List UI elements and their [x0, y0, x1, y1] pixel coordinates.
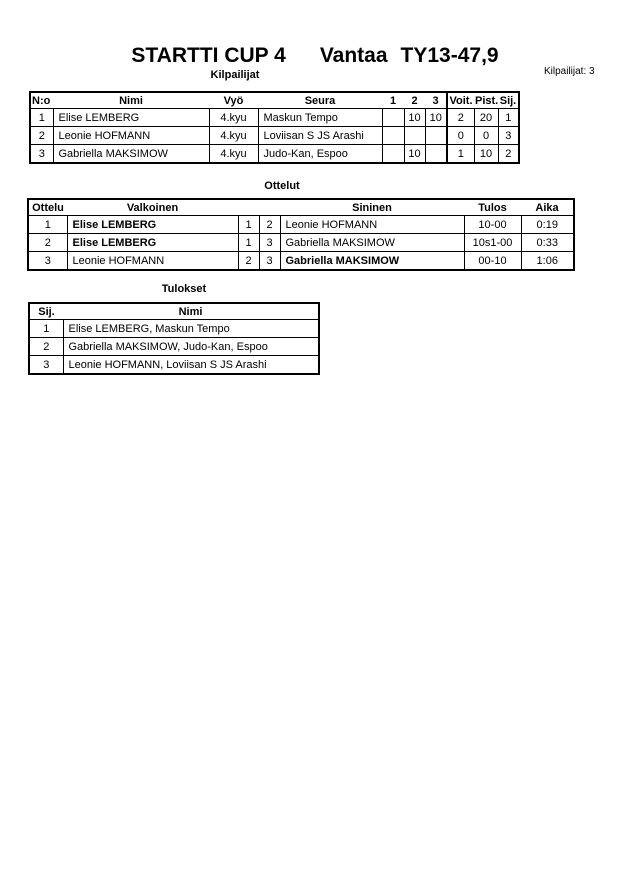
header-result: Tulos: [464, 199, 521, 216]
header-white: Valkoinen: [67, 199, 238, 216]
header-match1: 1: [382, 92, 404, 109]
result-place: 3: [29, 356, 63, 375]
match-result: 10-00: [464, 216, 521, 234]
competitor-row: [30, 109, 519, 127]
header-no: N:o: [30, 92, 53, 109]
competitor-wins: 1: [447, 145, 474, 164]
page-title: [0, 44, 630, 68]
competitor-place: 1: [498, 109, 519, 127]
results-table: [28, 302, 320, 375]
competitor-count-label: Kilpailijat: 3: [544, 66, 595, 77]
match-blue-number: 2: [259, 216, 280, 234]
header-wins: Voit.: [447, 92, 474, 109]
competitor-wins: 2: [447, 109, 474, 127]
match-blue-number: 3: [259, 252, 280, 271]
competitors-table: [29, 91, 520, 164]
competitor-belt: 4.kyu: [209, 145, 258, 164]
competitor-belt: 4.kyu: [209, 109, 258, 127]
match-time: 0:33: [521, 234, 574, 252]
header-blue: Sininen: [280, 199, 464, 216]
match-no: 1: [28, 216, 67, 234]
match-white-number: 1: [238, 234, 259, 252]
competitor-no: 2: [30, 127, 53, 145]
matches-section-title: Ottelut: [264, 180, 300, 192]
result-name: Elise LEMBERG, Maskun Tempo: [63, 320, 319, 338]
match-time: 0:19: [521, 216, 574, 234]
match-no: 2: [28, 234, 67, 252]
matches-table: [27, 198, 575, 271]
competitor-match2-score: [404, 127, 425, 145]
result-row: [29, 356, 319, 375]
match-row: [28, 252, 574, 271]
competitor-row: [30, 127, 519, 145]
result-row: [29, 320, 319, 338]
match-no: 3: [28, 252, 67, 271]
match-row: [28, 234, 574, 252]
match-blue-name: Gabriella MAKSIMOW: [280, 234, 464, 252]
result-place: 2: [29, 338, 63, 356]
result-place: 1: [29, 320, 63, 338]
competitor-place: 2: [498, 145, 519, 164]
results-section-title: Tulokset: [161, 283, 207, 295]
competitor-no: 1: [30, 109, 53, 127]
match-white-number: 2: [238, 252, 259, 271]
competitor-match1-score: [382, 127, 404, 145]
competitor-match3-score: [425, 145, 447, 164]
competitor-name: Gabriella MAKSIMOW: [53, 145, 209, 164]
competitor-match1-score: [382, 109, 404, 127]
result-row: [29, 338, 319, 356]
competitor-match2-score: 10: [404, 145, 425, 164]
competitor-match1-score: [382, 145, 404, 164]
match-blue-name: Gabriella MAKSIMOW: [280, 252, 464, 271]
competitors-header-row: [30, 92, 519, 109]
match-white-number: 1: [238, 216, 259, 234]
competitor-name: Leonie HOFMANN: [53, 127, 209, 145]
competitor-points: 20: [474, 109, 498, 127]
header-result-place: Sij.: [29, 303, 63, 320]
header-place: Sij.: [498, 92, 519, 109]
header-match2: 2: [404, 92, 425, 109]
competitor-points: 0: [474, 127, 498, 145]
competitors-section-title: Kilpailijat: [210, 69, 260, 81]
header-match3: 3: [425, 92, 447, 109]
header-belt: Vyö: [209, 92, 258, 109]
competitor-club: Loviisan S JS Arashi: [258, 127, 382, 145]
header-blue-number: [259, 199, 280, 216]
match-result: 00-10: [464, 252, 521, 271]
header-time: Aika: [521, 199, 574, 216]
header-club: Seura: [258, 92, 382, 109]
competitor-points: 10: [474, 145, 498, 164]
match-result: 10s1-00: [464, 234, 521, 252]
category-name: TY13-47,9: [400, 44, 499, 67]
match-blue-number: 3: [259, 234, 280, 252]
match-white-name: Elise LEMBERG: [67, 216, 238, 234]
match-white-name: Elise LEMBERG: [67, 234, 238, 252]
competitor-club: Maskun Tempo: [258, 109, 382, 127]
competitor-wins: 0: [447, 127, 474, 145]
header-result-name: Nimi: [63, 303, 319, 320]
header-points: Pist.: [474, 92, 498, 109]
competitor-club: Judo-Kan, Espoo: [258, 145, 382, 164]
match-time: 1:06: [521, 252, 574, 271]
result-name: Leonie HOFMANN, Loviisan S JS Arashi: [63, 356, 319, 375]
result-name: Gabriella MAKSIMOW, Judo-Kan, Espoo: [63, 338, 319, 356]
competitor-match3-score: 10: [425, 109, 447, 127]
match-blue-name: Leonie HOFMANN: [280, 216, 464, 234]
competitor-no: 3: [30, 145, 53, 164]
match-row: [28, 216, 574, 234]
venue-name: Vantaa: [319, 44, 388, 67]
competitor-belt: 4.kyu: [209, 127, 258, 145]
header-match-no: Ottelu: [28, 199, 67, 216]
competitor-match2-score: 10: [404, 109, 425, 127]
competitor-name: Elise LEMBERG: [53, 109, 209, 127]
matches-header-row: [28, 199, 574, 216]
header-name: Nimi: [53, 92, 209, 109]
competitor-place: 3: [498, 127, 519, 145]
match-white-name: Leonie HOFMANN: [67, 252, 238, 271]
header-white-number: [238, 199, 259, 216]
competitor-row: [30, 145, 519, 164]
results-header-row: [29, 303, 319, 320]
competition-name: STARTTI CUP 4: [131, 44, 286, 67]
competitor-match3-score: [425, 127, 447, 145]
